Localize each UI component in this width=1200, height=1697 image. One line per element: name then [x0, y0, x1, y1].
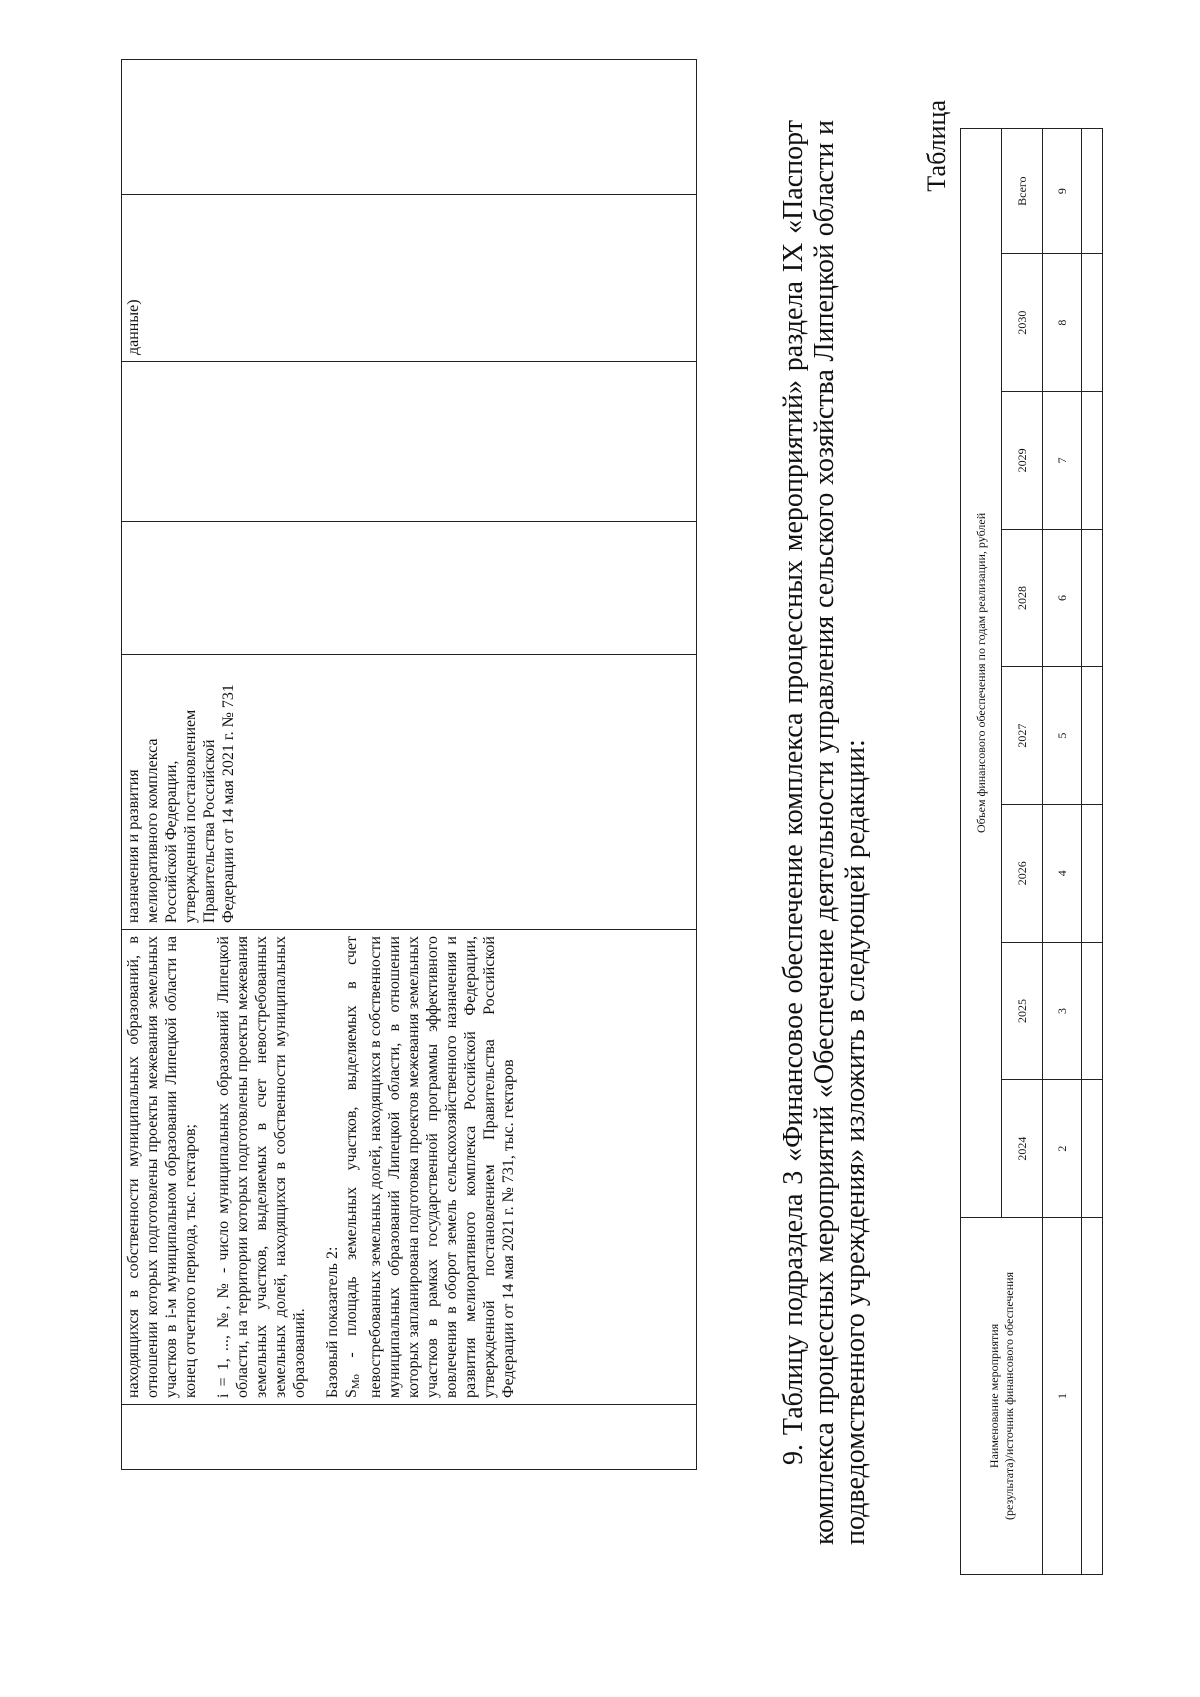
area-definition: - площадь земельных участков, выделяемых в счет невостребованных земельных долей, находящихся в собственности муниципальных образований Липецкой области, в отношении которых запланирована подготовка проектов межевания земельных участков в рамках государственной программы эффективного вовлечения в оборот земель сельскохозяйственного назначения и развития мелиоративного комплекса Российской Федерации, утвержденной постановлением Правительства Российской Федерации от 14 мая 2021 г. № 731, тыс. гектаров: [343, 936, 517, 1398]
table-cell: [1082, 804, 1103, 942]
column-number: 1: [1043, 1217, 1082, 1574]
header-activity-name: [961, 1217, 1043, 1574]
table-cell: [1082, 1217, 1103, 1574]
header-financing-volume: Объем финансового обеспечения по годам реализации, рублей: [961, 129, 1002, 1218]
cell-data-note: [122, 195, 697, 362]
calc-paragraph-2: i = 1, ..., №, № - число муниципальных образований Липецкой области, на территории которых подготовлены проекты межевания земельных участков, выделяемых в счет невостребованных земельных долей, находящихся в собственности муниципальных образований.: [215, 936, 308, 1398]
table-caption: Таблица: [922, 100, 951, 192]
header-activity-name-line2: (результата)/источник финансового обеспечения: [1001, 1271, 1016, 1521]
header-total: Всего: [1002, 129, 1043, 254]
header-year: 2027: [1002, 667, 1043, 805]
table-cell: [1082, 942, 1103, 1080]
table-cell: [1082, 391, 1103, 529]
header-activity-name-line1: Наименование мероприятия: [986, 1323, 1001, 1469]
header-year: 2030: [1002, 254, 1043, 392]
area-symbol-subscript: Мо: [350, 1374, 362, 1390]
column-number-row: [1043, 129, 1082, 1575]
calc-paragraph-1: находящихся в собственности муниципальных образований, в отношении которых подготовлены проекты межевания земельных участков в i-м муниципальном образовании Липецкой области на конец отчетного периода, тыс. гектаров;: [125, 936, 199, 1398]
header-year: 2028: [1002, 529, 1043, 667]
column-number: 3: [1043, 942, 1082, 1080]
table-row: [122, 60, 697, 1470]
column-number: 8: [1043, 254, 1082, 392]
header-year: 2029: [1002, 391, 1043, 529]
calc-paragraph-4: [342, 936, 518, 1398]
table-cell: [1082, 1080, 1103, 1218]
table-row: [1082, 129, 1103, 1575]
column-number: 5: [1043, 667, 1082, 805]
table-cell: [1082, 129, 1103, 254]
column-number: 9: [1043, 129, 1082, 254]
header-year: 2026: [1002, 804, 1043, 942]
data-note-text: данные): [125, 299, 142, 355]
column-number: 6: [1043, 529, 1082, 667]
area-symbol: S: [343, 1389, 360, 1398]
column-number: 4: [1043, 804, 1082, 942]
header-year: 2024: [1002, 1080, 1043, 1218]
table-cell: [1082, 254, 1103, 392]
table-cell: [1082, 529, 1103, 667]
header-row-1: [961, 129, 1002, 1575]
source-text: назначения и развития мелиоративного комплекса Российской Федерации, утвержденной постановлением Правительства Российской Федерации от 14 мая 2021 г. № 731: [125, 684, 237, 923]
column-number: 7: [1043, 391, 1082, 529]
cell-empty-1: [122, 522, 697, 655]
indicator-table-continuation: [121, 59, 697, 1470]
amendment-instruction: 9. Таблицу подраздела 3 «Финансовое обеспечение комплекса процессных мероприятий» раздела IX «Паспорт комплекса процессных мероприятий «Обеспечение деятельности управления сельского хозяйства Липецкой области и подведомственного учреждения» изложить в следующей редакции:: [778, 120, 871, 1545]
base-indicator-label: Базовый показатель 2:: [324, 1246, 341, 1398]
header-year: 2025: [1002, 942, 1043, 1080]
cell-index: [122, 1405, 697, 1470]
cell-empty-3: [122, 60, 697, 195]
cell-calculation-method: [122, 930, 697, 1405]
column-number: 2: [1043, 1080, 1082, 1218]
table-cell: [1082, 667, 1103, 805]
cell-source: [122, 655, 697, 930]
financial-provision-table: [960, 128, 1103, 1575]
cell-empty-2: [122, 362, 697, 522]
